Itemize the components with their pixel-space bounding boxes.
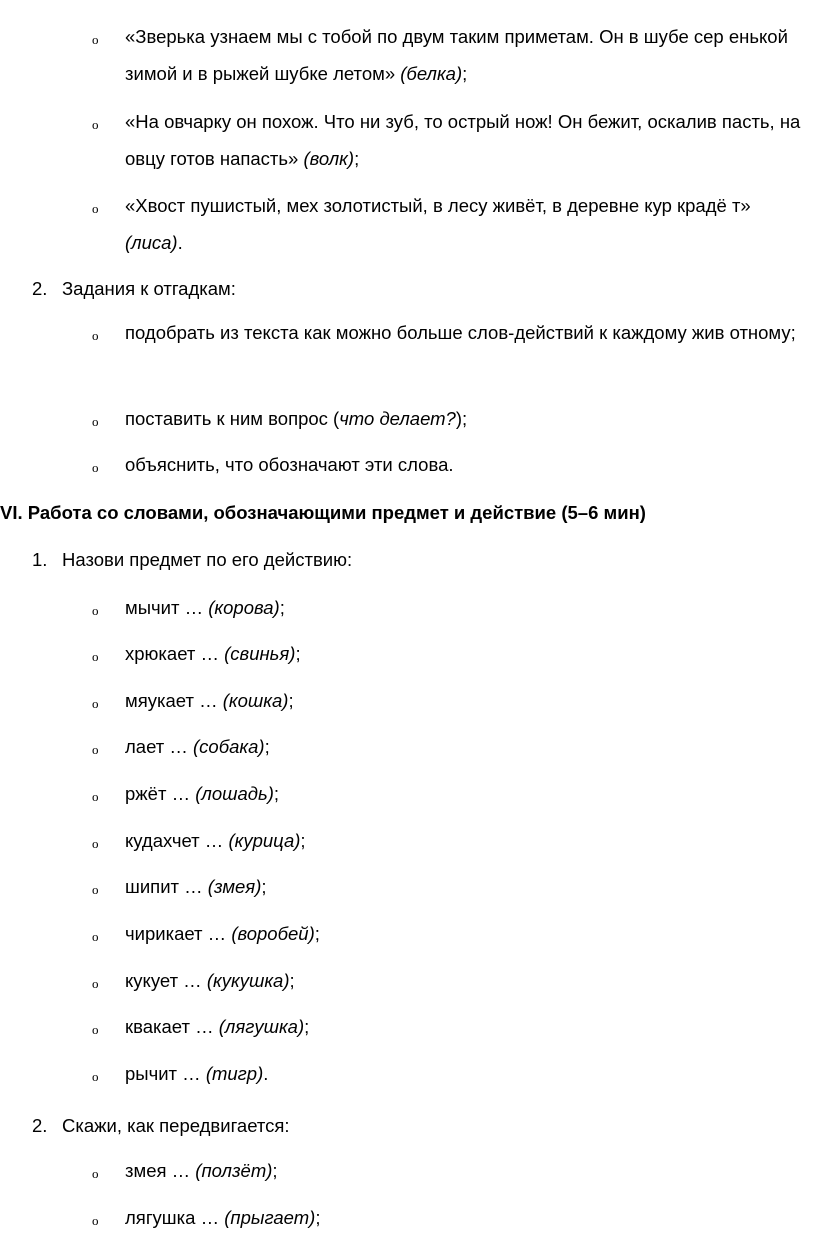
riddle-end: . (177, 232, 183, 253)
punctuation: ; (300, 830, 306, 851)
list-number: 1. (32, 549, 48, 570)
answer: (кошка) (222, 690, 289, 711)
list-item (125, 775, 810, 812)
question-word: что делает? (339, 408, 456, 429)
riddle-end: ; (354, 148, 360, 169)
task-item-ask-question (125, 400, 810, 437)
answer: (свинья) (224, 643, 296, 664)
action-verb: чирикает … (125, 923, 232, 944)
list-item (125, 868, 810, 905)
list-item (125, 915, 810, 952)
task-riddle-answers (32, 270, 236, 307)
list-item (125, 822, 810, 859)
punctuation: ; (314, 923, 320, 944)
answer: (лягушка) (218, 1016, 305, 1037)
punctuation: ; (289, 970, 295, 991)
punctuation: ; (295, 643, 301, 664)
list-item (125, 728, 810, 765)
task-how-moves (32, 1107, 290, 1144)
task-item-text: поставить к ним вопрос ( (125, 408, 340, 429)
answer: (кукушка) (206, 970, 290, 991)
riddle-end: ; (462, 63, 468, 84)
riddle-fox (125, 187, 810, 261)
answer: (прыгает) (224, 1207, 316, 1228)
riddle-answer: (белка) (400, 63, 463, 84)
punctuation: ; (261, 876, 267, 897)
answer: (лошадь) (195, 783, 274, 804)
list-number: 2. (32, 1115, 48, 1136)
action-verb: ржёт … (125, 783, 196, 804)
action-verb: шипит … (125, 876, 208, 897)
riddle-text: «Зверька узнаем мы с тобой по двум таким приметам. Он в шубе сер енькой зимой и в рыжей шубке летом» (125, 26, 788, 84)
task-title: Назови предмет по его действию: (62, 549, 353, 570)
riddle-answer: (лиса) (125, 232, 178, 253)
answer: (змея) (207, 876, 262, 897)
answer: (собака) (193, 736, 265, 757)
list-item (125, 962, 810, 999)
punctuation: ; (279, 597, 285, 618)
list-item (125, 1055, 810, 1092)
animal-noun: змея … (125, 1160, 196, 1181)
list-item (125, 635, 810, 672)
punctuation: ; (273, 783, 280, 804)
action-verb: лает … (125, 736, 194, 757)
riddle-text: «На овчарку он похож. Что ни зуб, то острый нож! Он бежит, оскалив пасть, на овцу готов напасть» (125, 111, 801, 169)
action-verb: квакает … (125, 1016, 219, 1037)
punctuation: . (263, 1063, 269, 1084)
action-verb: хрюкает … (125, 643, 225, 664)
answer: (корова) (208, 597, 280, 618)
punctuation: ; (315, 1207, 321, 1228)
riddle-text: «Хвост пушистый, мех золотистый, в лесу живёт, в деревне кур крадё т» (125, 195, 751, 216)
punctuation: ; (264, 736, 270, 757)
answer: (воробей) (231, 923, 315, 944)
riddle-squirrel (125, 18, 810, 92)
section-heading: VI. Работа со словами, обозначающими предмет и действие (5–6 мин) (0, 502, 646, 523)
list-item (125, 1152, 810, 1189)
task-item-collect-words: o подобрать из текста как можно больше слов-действий к каждому жив отному; (125, 314, 810, 351)
task-name-object (32, 541, 352, 578)
animal-noun: лягушка … (125, 1207, 225, 1228)
list-item (125, 1008, 810, 1045)
list-item (125, 589, 810, 626)
task-item-explain: o объяснить, что обозначают эти слова. (125, 446, 810, 483)
answer: (курица) (228, 830, 301, 851)
task-title: Задания к отгадкам: (62, 278, 236, 299)
list-number: 2. (32, 278, 48, 299)
task-item-text-end: ); (455, 408, 468, 429)
riddle-wolf (125, 103, 810, 177)
answer: (ползёт) (195, 1160, 273, 1181)
task-title: Скажи, как передвигается: (62, 1115, 290, 1136)
punctuation: ; (288, 690, 294, 711)
list-item (125, 682, 810, 719)
punctuation: ; (304, 1016, 310, 1037)
answer: (тигр) (205, 1063, 264, 1084)
riddle-answer: (волк) (303, 148, 355, 169)
action-verb: кудахчет … (125, 830, 229, 851)
action-verb: мяукает … (125, 690, 223, 711)
punctuation: ; (272, 1160, 278, 1181)
action-verb: рычит … (125, 1063, 206, 1084)
action-verb: кукует … (125, 970, 207, 991)
list-item (125, 1199, 810, 1236)
action-verb: мычит … (125, 597, 209, 618)
